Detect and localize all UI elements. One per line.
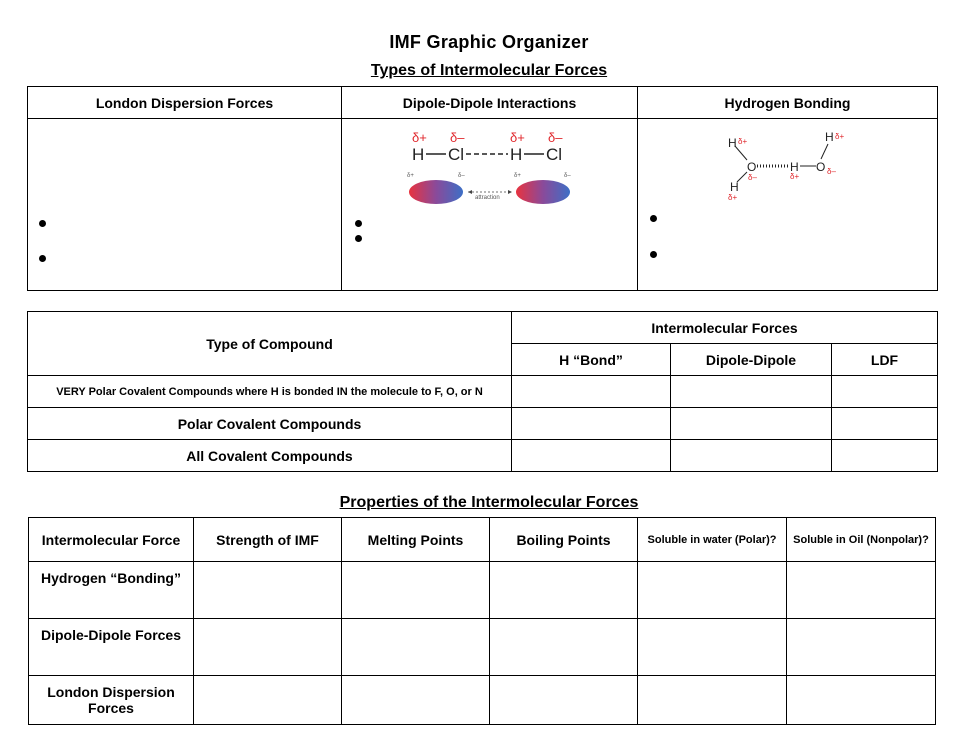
answer-cell[interactable] [638,562,787,619]
atom-label: H [825,130,834,144]
answer-cell[interactable] [342,619,490,676]
header-boiling: Boiling Points [490,518,638,562]
dipole-cell[interactable] [342,119,638,291]
atom-label: H [412,145,425,164]
atom-label: O [816,160,826,174]
subheader-h-bond: H “Bond” [512,344,671,376]
imf-header: Intermolecular Forces [512,312,938,344]
atom-label: H [790,160,799,174]
answer-cell[interactable] [342,676,490,725]
header-strength: Strength of IMF [194,518,342,562]
section-title-properties: Properties of the Intermolecular Forces [339,494,639,511]
answer-cell[interactable] [787,676,936,725]
atom-label: H [730,180,739,194]
answer-cell[interactable] [671,408,832,440]
charge-label: δ+ [514,173,521,179]
row-label: London Dispersion Forces [29,676,194,725]
answer-cell[interactable] [832,440,938,472]
ldf-cell[interactable] [28,119,342,291]
row-label: Hydrogen “Bonding” [29,562,194,619]
section-title-types: Types of Intermolecular Forces [370,62,608,79]
answer-cell[interactable] [194,619,342,676]
answer-cell[interactable] [512,376,671,408]
charge-label: δ+ [510,130,525,145]
atom-label: O [747,160,757,174]
bullet [650,251,657,258]
dipole-molecule [516,180,570,204]
bullet [650,215,657,222]
bullet [39,220,46,227]
header-intermolecular-force: Intermolecular Force [29,518,194,562]
atom-label: Cl [546,145,563,164]
header-hbond: Hydrogen Bonding [638,87,938,119]
header-soluble-water: Soluble in water (Polar)? [638,518,787,562]
charge-label: δ+ [407,173,414,179]
types-table [27,86,938,291]
charge-label: δ– [458,173,465,179]
properties-table [28,517,936,725]
answer-cell[interactable] [490,619,638,676]
charge-label: δ– [827,167,836,176]
answer-cell[interactable] [787,619,936,676]
charge-label: δ+ [728,193,738,202]
bullet [355,235,362,242]
answer-cell[interactable] [490,562,638,619]
header-soluble-oil: Soluble in Oil (Nonpolar)? [787,518,936,562]
atom-label: H [510,145,523,164]
atom-label: Cl [448,145,465,164]
answer-cell[interactable] [832,408,938,440]
bullet [355,220,362,227]
covalent-bond [735,146,747,160]
charge-label: δ– [564,173,571,179]
charge-label: δ– [450,130,465,145]
subheader-dipole: Dipole-Dipole [671,344,832,376]
charge-label: δ– [748,173,757,182]
charge-label: δ+ [738,137,748,146]
answer-cell[interactable] [512,408,671,440]
answer-cell[interactable] [671,376,832,408]
header-melting: Melting Points [342,518,490,562]
header-dipole: Dipole-Dipole Interactions [342,87,638,119]
row-label: All Covalent Compounds [28,440,512,472]
subheader-ldf: LDF [832,344,938,376]
answer-cell[interactable] [832,376,938,408]
charge-label: δ+ [790,172,800,181]
page-title: IMF Graphic Organizer [389,32,589,52]
charge-label: δ+ [412,130,427,145]
answer-cell[interactable] [787,562,936,619]
hbond-cell[interactable] [638,119,938,291]
row-label: Dipole-Dipole Forces [29,619,194,676]
type-of-compound-header: Type of Compound [28,312,512,376]
bullet [39,255,46,262]
covalent-bond [821,144,828,159]
row-label: VERY Polar Covalent Compounds where H is bonded IN the molecule to F, O, or N [28,376,512,408]
hbond-diagram [638,119,938,209]
header-ldf: London Dispersion Forces [28,87,342,119]
answer-cell[interactable] [638,676,787,725]
answer-cell[interactable] [194,676,342,725]
charge-label: δ– [548,130,563,145]
answer-cell[interactable] [490,676,638,725]
row-label: Polar Covalent Compounds [28,408,512,440]
compound-table [27,311,938,472]
charge-label: δ+ [835,132,845,141]
dipole-diagram [342,119,638,214]
answer-cell[interactable] [194,562,342,619]
answer-cell[interactable] [638,619,787,676]
answer-cell[interactable] [512,440,671,472]
attraction-label: attraction [475,195,500,201]
answer-cell[interactable] [342,562,490,619]
answer-cell[interactable] [671,440,832,472]
dipole-molecule [409,180,463,204]
atom-label: H [728,136,737,150]
